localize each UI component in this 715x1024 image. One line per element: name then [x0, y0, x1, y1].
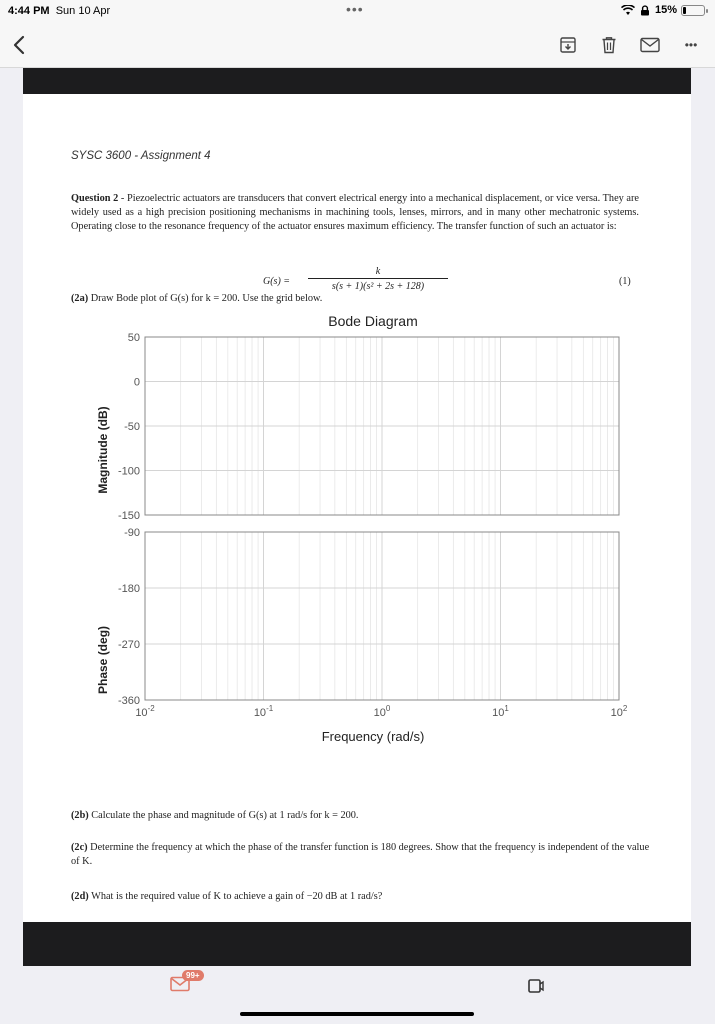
frequency-tick-label: $10^0$ — [373, 704, 391, 719]
equation-fraction — [308, 266, 448, 292]
battery-percent: 15% — [654, 4, 677, 16]
document-header: SYSC 3600 - Assignment 4 — [71, 150, 211, 162]
part-2c-text: Determine the frequency at which the phase of the transfer function is 180 degrees. Show that the frequency is independent of the value of K. — [71, 842, 650, 867]
magnitude-tick-label: 50 — [127, 332, 140, 344]
mail-icon — [640, 37, 660, 53]
wifi-icon — [621, 5, 635, 16]
equation-lhs: G(s) = — [263, 276, 291, 287]
equation-numerator: k — [308, 266, 448, 279]
compose-icon — [528, 978, 544, 994]
download-button[interactable] — [555, 32, 581, 58]
phase-tick-label: -270 — [117, 639, 140, 651]
chart-title: Bode Diagram — [328, 313, 418, 329]
part-2d — [71, 890, 651, 904]
status-right — [621, 4, 705, 16]
trash-icon — [601, 36, 617, 54]
question-title: Question 2 — [71, 193, 119, 204]
part-2b-text: Calculate the phase and magnitude of G(s) at 1 rad/s for k = 200. — [88, 810, 359, 821]
part-2b — [71, 809, 651, 823]
phase-tick-label: -360 — [117, 695, 140, 707]
lock-rotation-icon — [639, 5, 651, 16]
unread-badge: 99+ — [182, 970, 204, 981]
mail-button[interactable] — [637, 32, 663, 58]
battery-icon — [681, 5, 705, 16]
trash-button[interactable] — [596, 32, 622, 58]
frequency-tick-label: $10^{-1}$ — [253, 704, 274, 719]
magnitude-tick-label: -150 — [117, 510, 140, 522]
download-icon — [559, 36, 577, 54]
toolbar — [0, 22, 715, 68]
part-2a-label: (2a) — [71, 293, 89, 304]
part-2b-label: (2b) — [71, 810, 89, 821]
date-text: Sun 10 Apr — [55, 5, 111, 17]
frequency-tick-label: $10^1$ — [492, 704, 509, 719]
phase-tick-label: -180 — [117, 583, 140, 595]
question-paragraph — [71, 192, 639, 234]
magnitude-tick-label: 0 — [133, 376, 140, 389]
frequency-axis-label: Frequency (rad/s) — [321, 729, 425, 744]
frequency-tick-label: $10^2$ — [610, 704, 628, 719]
mail-app-button[interactable] — [170, 971, 200, 997]
battery-fill — [683, 7, 686, 14]
chevron-left-icon — [12, 35, 26, 55]
part-2d-text: What is the required value of K to achieve a gain of −20 dB at 1 rad/s? — [88, 891, 383, 902]
bottom-bar — [0, 966, 715, 1024]
part-2c — [71, 841, 651, 869]
bode-diagram — [73, 310, 633, 750]
part-2a-text: Draw Bode plot of G(s) for k = 200. Use the grid below. — [88, 293, 323, 304]
part-2a — [71, 292, 651, 306]
document-page — [23, 94, 691, 922]
magnitude-axis-label: Magnitude (dB) — [96, 406, 110, 494]
multitask-dots[interactable]: ••• — [346, 1, 364, 17]
phase-axis-label: Phase (deg) — [96, 625, 110, 695]
status-time — [8, 5, 110, 17]
equation-denominator: s(s + 1)(s² + 2s + 128) — [331, 281, 425, 292]
time-text: 4:44 PM — [8, 5, 50, 17]
more-button[interactable] — [678, 32, 704, 58]
magnitude-tick-label: -100 — [117, 465, 140, 478]
home-indicator[interactable] — [240, 1012, 474, 1016]
compose-button[interactable] — [528, 978, 544, 999]
phase-tick-label: -90 — [124, 527, 140, 539]
magnitude-tick-label: -50 — [124, 421, 140, 433]
equation-number: (1) — [619, 276, 631, 287]
question-body: - Piezoelectric actuators are transducers that convert electrical energy into a mechanical displacement, or vice versa. They are widely used as a high precision positioning mechanisms in machining tools, lenses, mirrors, and in many other mechatronic systems. Operating close to the resonance frequency of the actuator ensures maximum efficiency. The transfer function of such an actuator is: — [71, 193, 640, 232]
part-2c-label: (2c) — [71, 842, 88, 853]
frequency-tick-label: $10^{-2}$ — [135, 704, 155, 719]
more-icon: ••• — [684, 38, 698, 52]
back-button[interactable] — [6, 32, 32, 58]
document-viewer[interactable] — [23, 68, 691, 966]
part-2d-label: (2d) — [71, 891, 89, 902]
status-bar — [0, 0, 715, 22]
